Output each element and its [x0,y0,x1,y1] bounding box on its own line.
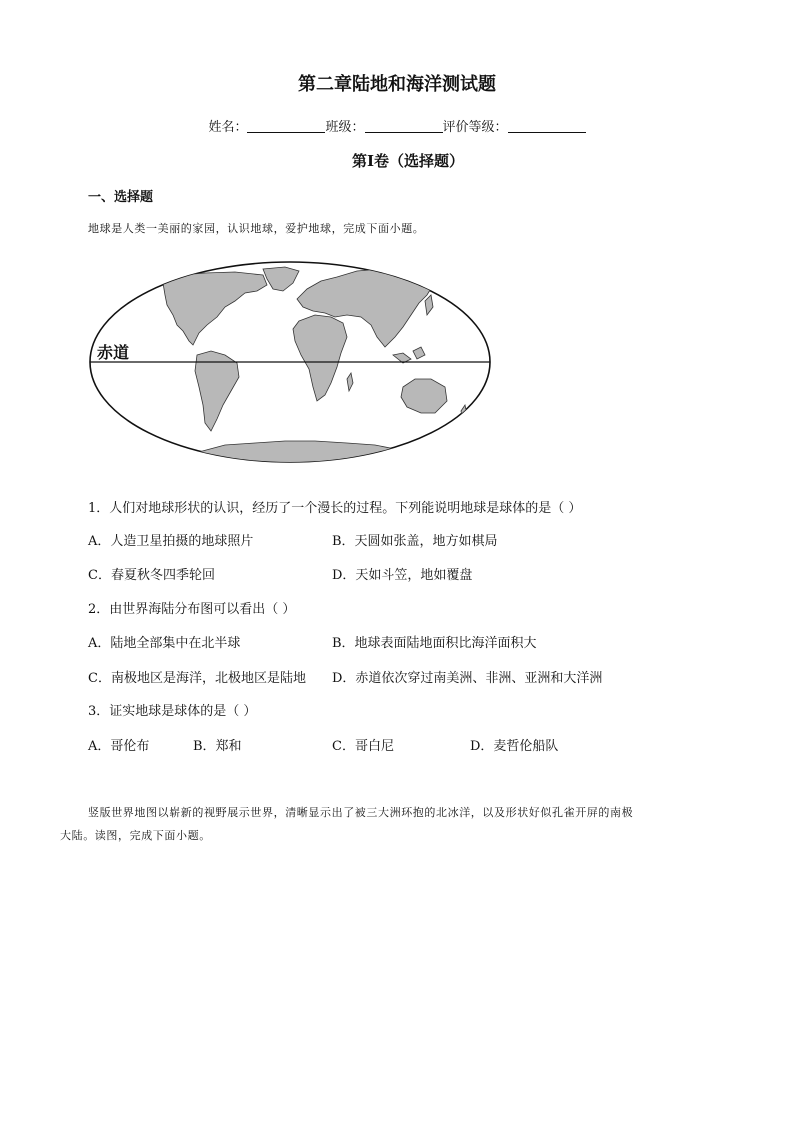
question-3-option-a[interactable]: A．哥伦布 [88,739,150,754]
grade-label: 评价等级： [442,120,508,135]
question-2-option-a[interactable]: A．陆地全部集中在北半球 [88,636,241,651]
question-2-option-c[interactable]: C．南极地区是海洋，北极地区是陆地 [88,671,306,686]
page-title: 第二章陆地和海洋测试题 [298,74,496,95]
name-blank[interactable] [247,120,325,133]
question-1-option-a[interactable]: A．人造卫星拍摄的地球照片 [88,534,254,549]
intro-text-2-line-2: 大陆。读图，完成下面小题。 [60,829,211,842]
section-title: 一、选择题 [88,190,154,205]
question-2-option-d[interactable]: D．赤道依次穿过南美洲、非洲、亚洲和大洋洲 [332,671,603,686]
class-blank[interactable] [365,120,443,133]
student-info-line [0,116,794,135]
question-1-option-c[interactable]: C．春夏秋冬四季轮回 [88,568,215,583]
question-1-option-d[interactable]: D．天如斗笠，地如覆盘 [332,568,473,583]
equator-label: 赤道 [97,343,130,362]
intro-text-1: 地球是人类一美丽的家园，认识地球，爱护地球，完成下面小题。 [88,222,425,235]
grade-blank[interactable] [508,120,586,133]
question-2-option-b[interactable]: B．地球表面陆地面积比海洋面积大 [332,636,537,651]
question-3-stem: 3．证实地球是球体的是（ ） [88,704,257,719]
class-label: 班级： [325,120,365,135]
question-1-option-b[interactable]: B．天圆如张盖，地方如棋局 [332,534,498,549]
question-2-stem: 2．由世界海陆分布图可以看出（ ） [88,602,296,617]
name-label: 姓名： [208,120,248,135]
question-3-option-b[interactable]: B．郑和 [193,739,242,754]
question-3-option-d[interactable]: D．麦哲伦船队 [470,739,559,754]
volume-title: 第I卷（选择题） [351,152,465,170]
intro-text-2-line-1: 竖版世界地图以崭新的视野展示世界，清晰显示出了被三大洲环抱的北冰洋，以及形状好似孔雀开屏的南极 [88,806,634,819]
world-map [85,255,495,470]
question-3-option-c[interactable]: C．哥白尼 [332,739,394,754]
question-1-stem: 1．人们对地球形状的认识，经历了一个漫长的过程。下列能说明地球是球体的是（ ） [88,501,582,516]
